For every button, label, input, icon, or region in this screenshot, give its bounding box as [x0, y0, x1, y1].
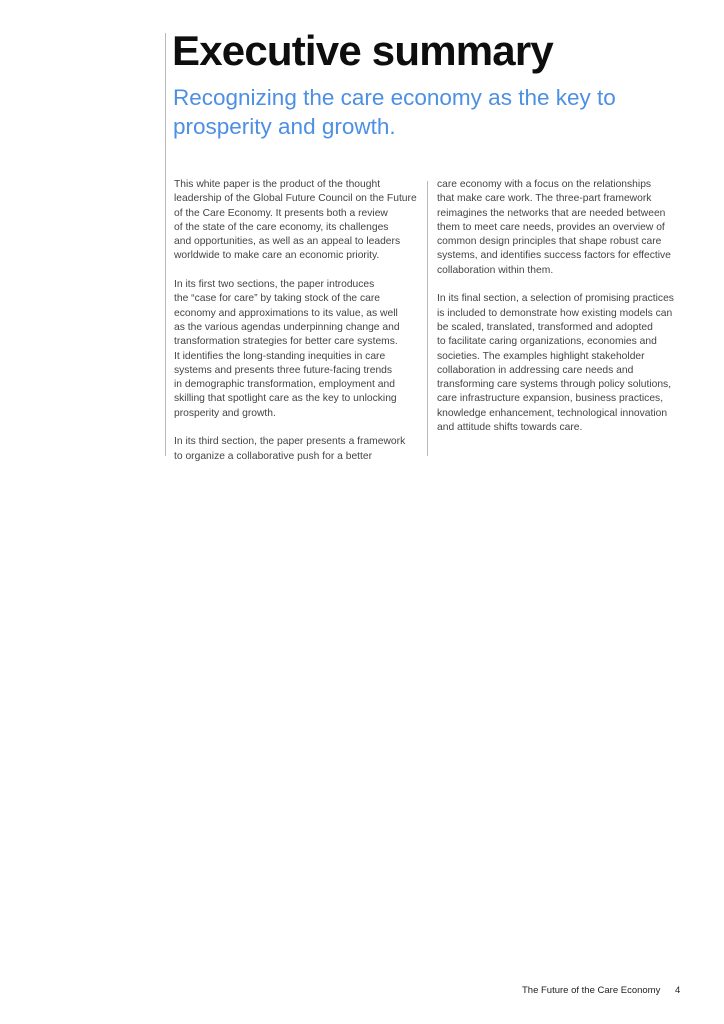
text-line: be scaled, translated, transformed and adopted	[437, 321, 653, 333]
text-line: as the various agendas underpinning change and	[174, 321, 400, 333]
text-line: collaboration in addressing care needs and	[437, 364, 634, 376]
text-line: transforming care systems through policy solutions,	[437, 379, 672, 391]
text-line: It identifies the long-standing inequities in care	[174, 350, 386, 362]
text-line: the “case for care” by taking stock of the care	[174, 293, 381, 305]
text-line: collaboration within them.	[437, 264, 554, 276]
body-paragraph	[174, 278, 422, 421]
body-paragraph	[437, 178, 685, 278]
text-line: worldwide to make care an economic priority.	[174, 250, 380, 262]
text-line: of the state of the care economy, its challenges	[174, 221, 389, 233]
text-line: societies. The examples highlight stakeholder	[437, 350, 645, 362]
text-line: care infrastructure expansion, business practices,	[437, 393, 664, 405]
body-paragraph	[174, 178, 422, 264]
column-divider-rule	[427, 181, 428, 456]
body-paragraph	[437, 292, 685, 435]
text-line: common design principles that shape robust care	[437, 236, 662, 248]
text-line: in demographic transformation, employment and	[174, 379, 395, 391]
text-line: them to meet care needs, provides an overview of	[437, 221, 665, 233]
page-title: Executive summary	[172, 27, 553, 74]
text-line: In its third section, the paper presents a framework	[174, 436, 406, 448]
text-line: knowledge enhancement, technological innovation	[437, 407, 668, 419]
page-subtitle: Recognizing the care economy as the key to prosperity and growth.	[173, 85, 616, 139]
text-line: economy and approximations to its value, as well	[174, 307, 398, 319]
text-line: and attitude shifts towards care.	[437, 422, 583, 434]
body-column-right	[437, 178, 685, 450]
text-line: This white paper is the product of the thought	[174, 179, 381, 190]
text-line: transformation strategies for better care systems.	[174, 336, 398, 348]
footer-page-number: 4	[675, 985, 681, 996]
text-line: systems and presents three future-facing trends	[174, 364, 393, 376]
text-line: care economy with a focus on the relationships	[437, 179, 652, 190]
text-line: reimagines the networks that are needed between	[437, 207, 666, 219]
text-line: of the Care Economy. It presents both a review	[174, 207, 388, 219]
text-line: In its final section, a selection of promising practices	[437, 293, 674, 305]
text-line: to facilitate caring organizations, economies and	[437, 336, 657, 348]
text-line: and opportunities, as well as an appeal to leaders	[174, 236, 401, 248]
text-line: is included to demonstrate how existing models can	[437, 307, 673, 319]
text-line: systems, and identifies success factors for effective	[437, 250, 671, 262]
text-line: prosperity and growth.	[174, 407, 276, 419]
text-line: leadership of the Global Future Council on the Future	[174, 193, 417, 205]
text-line: to organize a collaborative push for a better	[174, 450, 373, 462]
body-column-left	[174, 178, 422, 478]
text-line: skilling that spotlight care as the key to unlocking	[174, 393, 397, 405]
text-line: In its first two sections, the paper introduces	[174, 279, 375, 291]
footer-document-title: The Future of the Care Economy	[522, 985, 661, 996]
left-margin-rule	[165, 33, 166, 456]
body-paragraph	[174, 435, 422, 464]
text-line: that make care work. The three-part framework	[437, 193, 652, 205]
